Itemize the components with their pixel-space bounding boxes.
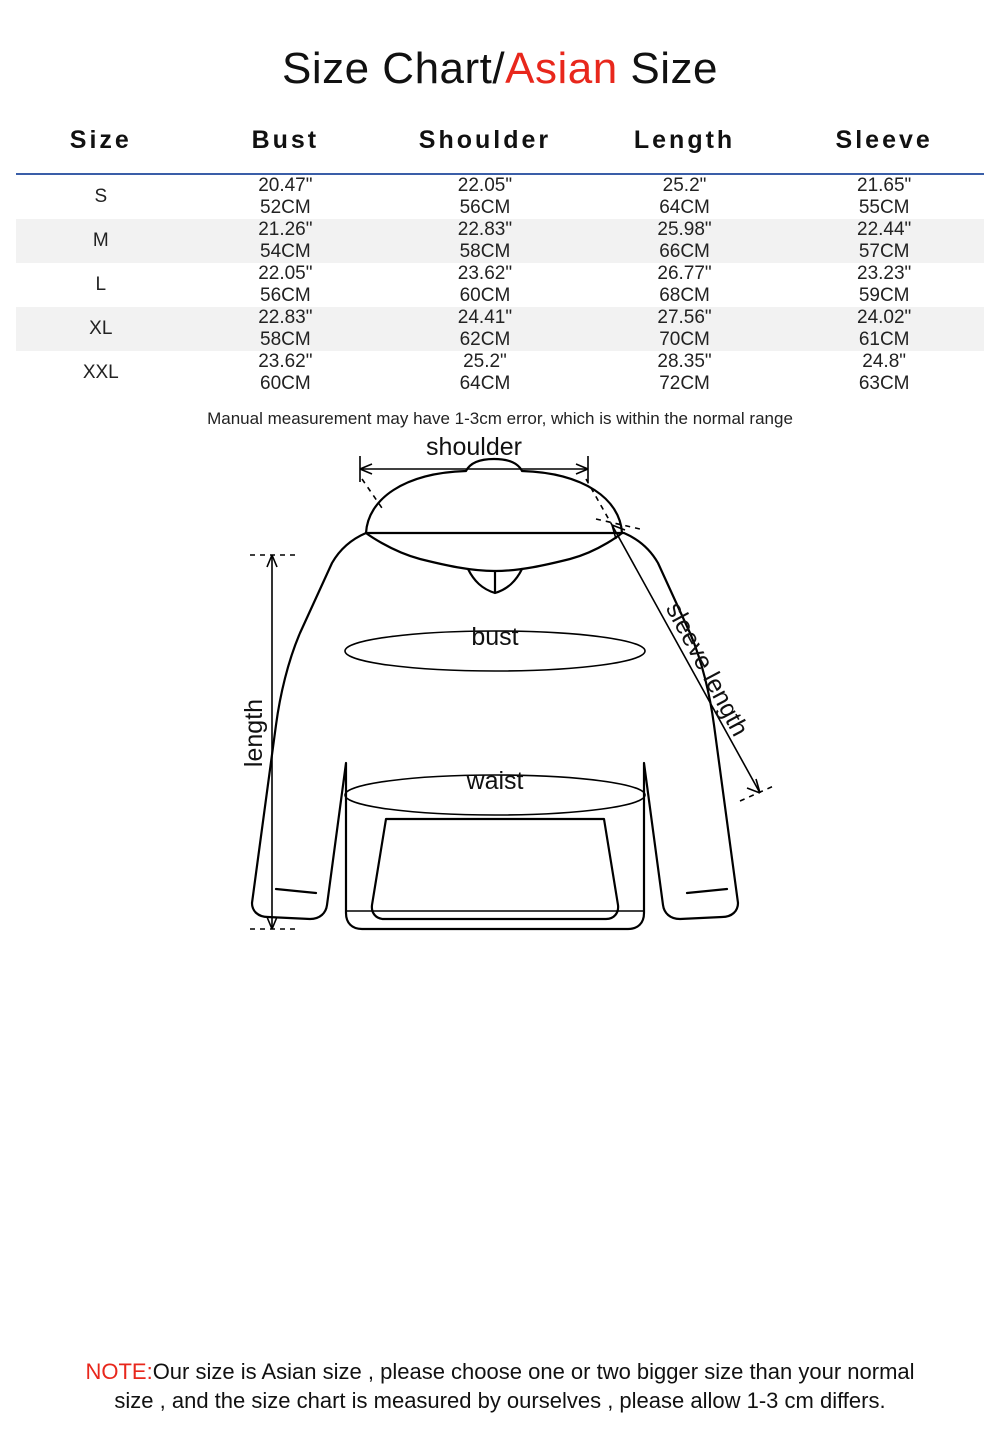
row-size-label: XXL: [82, 362, 119, 383]
cell-length-inch: 28.35": [657, 351, 712, 372]
diagram-label-bust: bust: [471, 623, 519, 651]
cell-length-inch: 27.56": [585, 307, 785, 329]
column-header-bust: Bust: [186, 112, 386, 174]
cell-sleeve-inch: 24.8": [862, 351, 907, 372]
page-title: [0, 44, 1000, 94]
cell-bust-cm: 52CM: [260, 197, 311, 218]
column-header-length: Length: [585, 112, 785, 174]
row-size-label: L: [95, 274, 107, 295]
cell-sleeve-cm: 55CM: [858, 197, 910, 218]
cell-length-cm: 68CM: [659, 285, 710, 306]
cell-sleeve-cm: 59CM: [858, 285, 910, 306]
cell-bust-cm: 58CM: [186, 329, 386, 351]
footer-note-prefix: NOTE:: [85, 1358, 153, 1384]
cell-bust-inch: 21.26": [186, 219, 386, 241]
diagram-label-waist: waist: [466, 767, 524, 795]
cell-length-inch: 25.98": [585, 219, 785, 241]
table-row: [16, 307, 984, 329]
footer-note-line1: Our size is Asian size , please choose one or two bigger size than your normal: [152, 1358, 915, 1384]
column-header-size: Size: [16, 112, 186, 174]
cell-sleeve-inch: 24.02": [784, 307, 984, 329]
table-header-row: [16, 112, 984, 174]
cell-bust-cm: 54CM: [186, 241, 386, 263]
cell-sleeve-inch: 23.23": [857, 263, 912, 284]
size-chart-table: [16, 112, 984, 395]
row-size-label: XL: [16, 307, 186, 351]
cell-shoulder-cm: 64CM: [459, 373, 511, 394]
cell-shoulder-cm: 62CM: [385, 329, 585, 351]
cell-length-inch: 26.77": [657, 263, 712, 284]
table-row: [16, 174, 984, 197]
table-row: [16, 351, 984, 373]
cell-sleeve-cm: 57CM: [784, 241, 984, 263]
cell-sleeve-inch: 21.65": [857, 175, 912, 196]
cell-bust-cm: 56CM: [260, 285, 311, 306]
page-title-part2: Size: [617, 44, 719, 93]
diagram-label-sleeve-length: sleeve length: [660, 597, 755, 741]
page-title-part1: Size Chart/: [281, 44, 506, 93]
cell-sleeve-cm: 61CM: [784, 329, 984, 351]
garment-measurement-diagram: [0, 433, 1000, 953]
table-row: [16, 263, 984, 285]
row-size-label: M: [16, 219, 186, 263]
cell-shoulder-cm: 60CM: [459, 285, 511, 306]
cell-length-cm: 72CM: [659, 373, 710, 394]
cell-bust-inch: 23.62": [258, 351, 313, 372]
diagram-label-length: length: [240, 698, 268, 768]
column-header-sleeve: Sleeve: [784, 112, 984, 174]
cell-bust-inch: 22.83": [186, 307, 386, 329]
cell-bust-inch: 20.47": [258, 175, 313, 196]
cell-length-cm: 66CM: [585, 241, 785, 263]
footer-note-line2: size , and the size chart is measured by ourselves , please allow 1-3 cm differs.: [114, 1388, 886, 1414]
cell-shoulder-inch: 22.05": [457, 175, 513, 196]
cell-shoulder-inch: 23.62": [457, 263, 513, 284]
column-header-shoulder: Shoulder: [385, 112, 585, 174]
cell-length-inch: 25.2": [662, 175, 707, 196]
table-row: [16, 219, 984, 241]
cell-bust-cm: 60CM: [260, 373, 311, 394]
cell-bust-inch: 22.05": [258, 263, 313, 284]
cell-sleeve-cm: 63CM: [858, 373, 910, 394]
measurement-note: Manual measurement may have 1-3cm error, which is within the normal range: [207, 409, 793, 428]
diagram-label-shoulder: shoulder: [426, 433, 522, 461]
cell-sleeve-inch: 22.44": [784, 219, 984, 241]
cell-shoulder-cm: 56CM: [459, 197, 511, 218]
cell-shoulder-inch: 24.41": [385, 307, 585, 329]
page-title-accent: Asian: [505, 44, 618, 93]
footer-note: [0, 1357, 1000, 1416]
cell-length-cm: 70CM: [585, 329, 785, 351]
cell-shoulder-inch: 25.2": [463, 351, 507, 372]
cell-shoulder-cm: 58CM: [385, 241, 585, 263]
row-size-label: S: [94, 186, 108, 207]
cell-shoulder-inch: 22.83": [385, 219, 585, 241]
cell-length-cm: 64CM: [659, 197, 710, 218]
